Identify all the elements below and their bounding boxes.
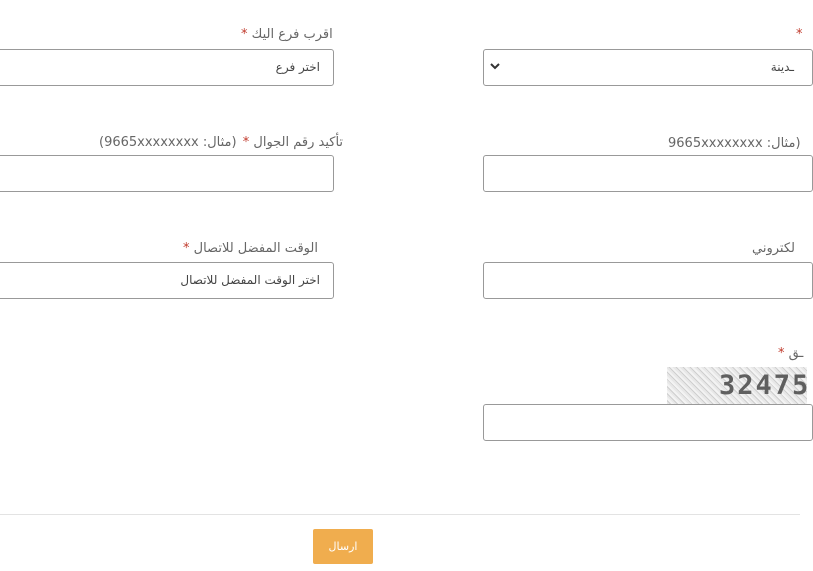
- captcha-image: [667, 367, 811, 404]
- submit-button[interactable]: ارسال: [313, 529, 373, 564]
- required-asterisk: *: [241, 27, 248, 42]
- required-asterisk: *: [242, 135, 250, 150]
- branch-label-text: اقرب فرع اليك: [251, 27, 333, 42]
- email-input[interactable]: [483, 262, 813, 299]
- required-asterisk: *: [183, 241, 190, 256]
- mobile-hint: (مثال: 9665xxxxxxxx: [668, 136, 801, 151]
- call-time-label-text: الوقت المفضل للاتصال: [193, 241, 318, 256]
- captcha-code: 32475: [719, 370, 811, 401]
- captcha-label-text: ـق: [788, 346, 804, 361]
- branch-select[interactable]: [0, 49, 334, 86]
- call-time-select[interactable]: [0, 262, 334, 299]
- confirm-mobile-hint: (مثال: 9665xxxxxxxx): [99, 135, 237, 150]
- confirm-mobile-label-text: تأكيد رقم الجوال: [253, 135, 344, 150]
- confirm-mobile-input[interactable]: [0, 155, 334, 192]
- required-asterisk: *: [796, 27, 803, 42]
- call-time-select-placeholder: اختر الوقت المفضل للاتصال: [180, 273, 320, 287]
- confirm-mobile-label: [99, 135, 343, 150]
- captcha-label: [776, 346, 803, 361]
- required-asterisk: *: [778, 346, 785, 361]
- branch-label: [239, 27, 333, 42]
- branch-select-placeholder: اختر فرع: [275, 60, 320, 74]
- email-label: لكتروني: [752, 241, 795, 256]
- city-label: [794, 27, 803, 42]
- city-select[interactable]: [483, 49, 813, 86]
- form-divider: [0, 514, 800, 515]
- chevron-down-icon: [488, 59, 502, 73]
- mobile-label: [668, 136, 801, 151]
- mobile-input[interactable]: [483, 155, 813, 192]
- captcha-input[interactable]: [483, 404, 813, 441]
- call-time-label: [181, 241, 318, 256]
- city-select-value: ـدينة: [770, 60, 794, 74]
